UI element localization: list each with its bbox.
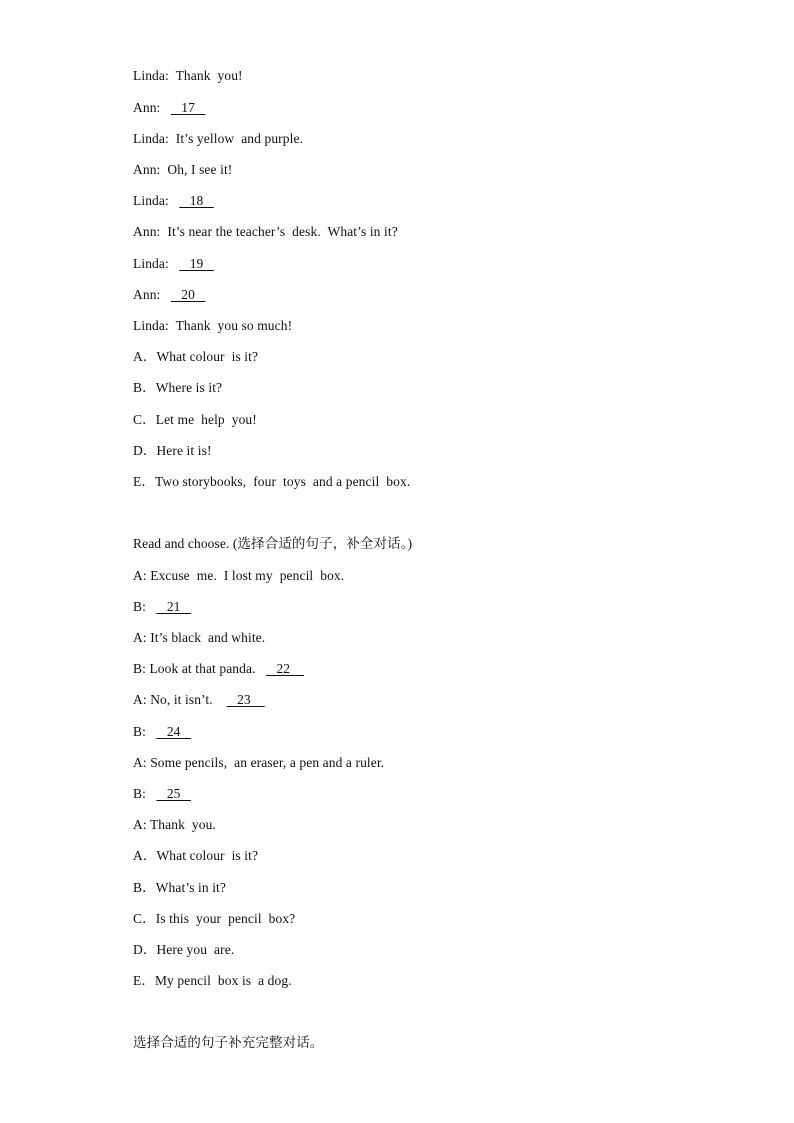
speaker: Linda: <box>133 318 169 333</box>
option-letter: C． <box>133 911 156 926</box>
line-text: Some pencils, an eraser, a pen and a ruler. <box>150 755 385 770</box>
option-item <box>133 941 234 959</box>
line-text: Thank you. <box>149 817 216 832</box>
option-letter: B． <box>133 380 156 395</box>
option-item <box>133 411 257 429</box>
option-item <box>133 379 222 397</box>
option-item <box>133 910 295 928</box>
section-instruction: 选择合适的句子补充完整对话。 <box>133 1035 324 1051</box>
option-text: Here you are. <box>156 942 235 957</box>
answer-blank[interactable]: 18 <box>179 193 214 208</box>
option-text: Two storybooks, four toys and a pencil box. <box>154 474 411 489</box>
speaker: Linda: <box>133 68 169 83</box>
speaker: Linda: <box>133 193 169 208</box>
dialogue-line <box>133 660 304 678</box>
dialogue-line <box>133 816 216 834</box>
speaker: Ann: <box>133 287 161 302</box>
dialogue-line <box>133 255 214 273</box>
line-text: Look at that panda. <box>149 661 256 676</box>
speaker: Ann: <box>133 100 161 115</box>
dialogue-line <box>133 691 265 709</box>
option-item <box>133 972 292 990</box>
option-letter: A． <box>133 848 157 863</box>
dialogue-line <box>133 723 191 741</box>
dialogue-line <box>133 598 191 616</box>
speaker: Linda: <box>133 256 169 271</box>
option-text: My pencil box is a dog. <box>154 973 292 988</box>
speaker: A: <box>133 692 147 707</box>
option-letter: D． <box>133 942 157 957</box>
option-letter: D． <box>133 443 157 458</box>
speaker: A: <box>133 630 147 645</box>
option-letter: E． <box>133 973 155 988</box>
speaker: B: <box>133 661 146 676</box>
option-text: What colour is it? <box>156 848 259 863</box>
line-text: Thank you so much! <box>175 318 293 333</box>
line-text: Excuse me. I lost my pencil box. <box>150 568 345 583</box>
dialogue-line <box>133 99 205 117</box>
speaker: A: <box>133 817 147 832</box>
answer-blank[interactable]: 21 <box>156 599 191 614</box>
answer-blank[interactable]: 23 <box>226 692 265 707</box>
option-text: What colour is it? <box>156 349 259 364</box>
option-text: Here it is! <box>156 443 212 458</box>
answer-blank[interactable]: 22 <box>266 661 305 676</box>
line-text: It’s near the teacher’s desk. What’s in it? <box>167 224 398 239</box>
line-text: It’s black and white. <box>150 630 266 645</box>
answer-blank[interactable]: 19 <box>179 256 214 271</box>
speaker: A: <box>133 568 147 583</box>
dialogue-line <box>133 785 191 803</box>
dialogue-line <box>133 67 243 85</box>
speaker: B: <box>133 786 146 801</box>
dialogue-line <box>133 629 265 647</box>
option-text: Where is it? <box>155 380 223 395</box>
option-text: What’s in it? <box>155 880 227 895</box>
option-item <box>133 442 212 460</box>
speaker: Ann: <box>133 162 161 177</box>
dialogue-line <box>133 192 214 210</box>
dialogue-line <box>133 317 292 335</box>
speaker: Ann: <box>133 224 161 239</box>
option-letter: A． <box>133 349 157 364</box>
option-letter: E． <box>133 474 155 489</box>
dialogue-line <box>133 130 303 148</box>
line-text: Oh, I see it! <box>167 162 233 177</box>
line-text: Thank you! <box>175 68 243 83</box>
line-text: No, it isn’t. <box>150 692 213 707</box>
line-text: It’s yellow and purple. <box>175 131 304 146</box>
option-letter: B． <box>133 880 156 895</box>
answer-blank[interactable]: 25 <box>156 786 191 801</box>
answer-blank[interactable]: 24 <box>156 724 191 739</box>
speaker: B: <box>133 599 146 614</box>
dialogue-line <box>133 754 384 772</box>
option-item <box>133 847 258 865</box>
section-instruction: Read and choose. (选择合适的句子，补全对话。) <box>133 536 413 551</box>
option-letter: C． <box>133 412 156 427</box>
dialogue-line <box>133 223 398 241</box>
option-text: Is this your pencil box? <box>155 911 296 926</box>
dialogue-line <box>133 567 344 585</box>
answer-blank[interactable]: 17 <box>170 100 206 115</box>
option-text: Let me help you! <box>155 412 257 427</box>
speaker: A: <box>133 755 147 770</box>
option-item <box>133 879 226 897</box>
option-item <box>133 348 258 366</box>
dialogue-line <box>133 286 205 304</box>
speaker: B: <box>133 724 146 739</box>
answer-blank[interactable]: 20 <box>170 287 206 302</box>
option-item <box>133 473 410 491</box>
speaker: Linda: <box>133 131 169 146</box>
dialogue-line <box>133 161 232 179</box>
